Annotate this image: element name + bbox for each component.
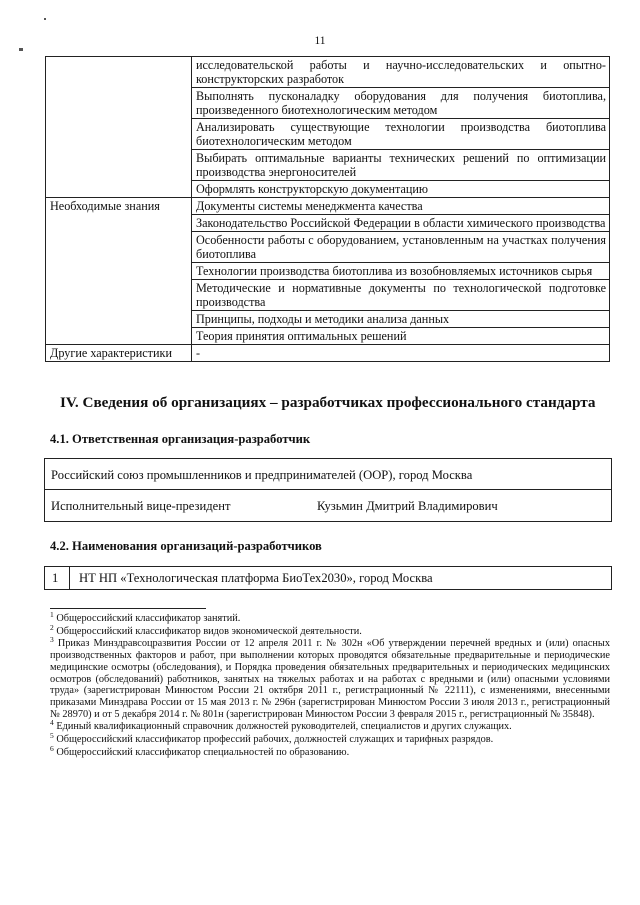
developer-org-number: 1 bbox=[52, 571, 59, 585]
row-text-cell: Методические и нормативные документы по технологической подготовке производства bbox=[192, 280, 610, 311]
developer-org-name: НТ НП «Технологическая платформа БиоТех2030», город Москва bbox=[79, 571, 433, 585]
row-label-cell: Другие характеристики bbox=[46, 345, 192, 362]
footnote-number: 3 bbox=[50, 635, 54, 645]
footnote bbox=[50, 622, 610, 638]
developer-orgs-heading: 4.2. Наименования организаций-разработчиков bbox=[50, 539, 322, 553]
row-text-cell: Технологии производства биотоплива из возобновляемых источников сырья bbox=[192, 263, 610, 280]
footnote bbox=[50, 743, 610, 759]
responsible-org-heading: 4.1. Ответственная организация-разработчик bbox=[50, 432, 311, 446]
section-heading: IV. Сведения об организациях – разработчиках профессионального стандарта bbox=[60, 394, 596, 411]
developer-orgs-table bbox=[44, 566, 612, 590]
scan-mark bbox=[19, 48, 23, 51]
row-text-cell: Принципы, подходы и методики анализа данных bbox=[192, 311, 610, 328]
footnote-number: 2 bbox=[50, 622, 54, 632]
table-row bbox=[46, 57, 610, 88]
responsible-org-name: Российский союз промышленников и предпринимателей (ООР), город Москва bbox=[51, 468, 473, 482]
row-text-cell: Законодательство Российской Федерации в области химического производства bbox=[192, 215, 610, 232]
footnote-text: Общероссийский классификатор специальностей по образованию. bbox=[56, 746, 350, 758]
footnote bbox=[50, 731, 610, 746]
requirements-table bbox=[45, 56, 610, 362]
footnote-text: Единый квалификационный справочник должностей руководителей, специалистов и других служащих. bbox=[56, 721, 512, 733]
row-text-cell: Особенности работы с оборудованием, установленным на участках получения биотоплива bbox=[192, 232, 610, 263]
footnote-number: 4 bbox=[50, 718, 54, 728]
requirements-table-body bbox=[46, 57, 610, 362]
developer-org-number-cell bbox=[45, 567, 70, 589]
footnote-separator bbox=[50, 608, 206, 609]
row-label-cell bbox=[46, 57, 192, 198]
row-text-cell: Выбирать оптимальные варианты технических решений по оптимизации производства энергоносителей bbox=[192, 150, 610, 181]
row-text-cell: - bbox=[192, 345, 610, 362]
footnote bbox=[50, 718, 610, 733]
footnote-number: 6 bbox=[50, 743, 54, 753]
footnote-text: Общероссийский классификатор профессий рабочих, должностей служащих и тарифных разрядов. bbox=[56, 734, 494, 746]
footnote-number: 5 bbox=[50, 731, 54, 741]
row-text-cell: Выполнять пусконаладку оборудования для получения биотоплива, произведенного биотехнологическим методом bbox=[192, 88, 610, 119]
row-text-cell: исследовательской работы и научно-исследовательских и опытно-конструкторских разработок bbox=[192, 57, 610, 88]
row-label-cell: Необходимые знания bbox=[46, 198, 192, 345]
row-text-cell: Анализировать существующие технологии производства биотоплива биотехнологическим методом bbox=[192, 119, 610, 150]
footnote-text: Приказ Минздравсоцразвития России от 12 апреля 2011 г. № 302н «Об утверждении перечней вредных и (или) опасных производственных факторов и работ, при выполнении которых проводятся обязательные предварительные и периодические медицинские осмотры (обследования), и Порядка проведения обязательных предварительных и периодических медицинских осмотров (обследований) работников, занятых на тяжелых работах и на работах с вредными и (или) опасными условиями труда» (зарегистрирован Минюстом России 21 октября 2011 г., регистрационный № 22111), с изменениями, внесенными приказами Минздрава России от 15 мая 2013 г. № 296н (зарегистрирован Минюстом России 3 июля 2013 г., регистрационный № 28970) и от 5 декабря 2014 г. № 801н (зарегистрирован Минюстом России 3 февраля 2015 г., регистрационный № 35848). bbox=[50, 638, 610, 720]
page-number: 11 bbox=[314, 35, 326, 47]
signatory-name: Кузьмин Дмитрий Владимирович bbox=[317, 499, 498, 513]
signature-box bbox=[44, 489, 612, 522]
row-text-cell: Документы системы менеджмента качества bbox=[192, 198, 610, 215]
scan-mark bbox=[44, 18, 46, 20]
row-text-cell: Оформлять конструкторскую документацию bbox=[192, 181, 610, 198]
footnote bbox=[50, 610, 610, 625]
table-row bbox=[46, 198, 610, 215]
footnote bbox=[50, 635, 610, 720]
footnote-text: Общероссийский классификатор видов экономической деятельности. bbox=[56, 625, 362, 637]
row-text-cell: Теория принятия оптимальных решений bbox=[192, 328, 610, 345]
signatory-position: Исполнительный вице-президент bbox=[51, 499, 231, 513]
footnote-number: 1 bbox=[50, 610, 54, 619]
footnotes bbox=[50, 610, 610, 759]
footnote-text: Общероссийский классификатор занятий. bbox=[56, 613, 241, 624]
table-row bbox=[46, 345, 610, 362]
responsible-org-box bbox=[44, 458, 612, 490]
